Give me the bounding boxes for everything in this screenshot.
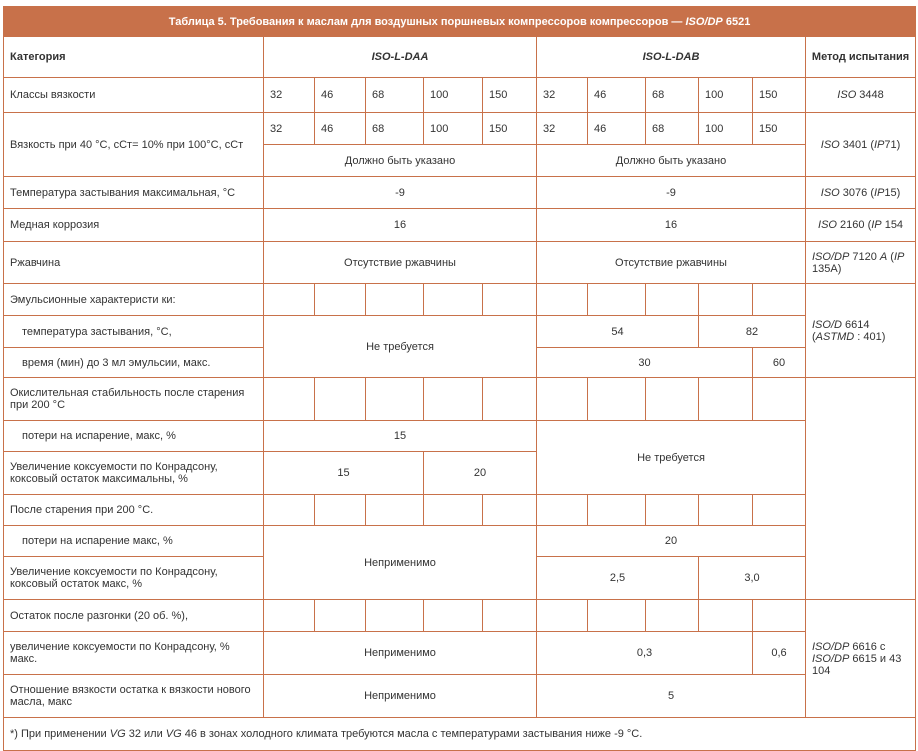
empty-cell	[315, 284, 366, 316]
method-cell: ISO 3401 (IP71)	[806, 113, 916, 177]
row-label: потери на испарение макс, %	[4, 526, 264, 557]
empty-cell	[588, 495, 646, 526]
table-cell: 54	[537, 316, 699, 348]
table-cell: 100	[424, 113, 483, 145]
table-cell: 60	[753, 348, 806, 378]
method-cell: ISO/DP 6616 с ISO/DP 6615 и 43 104	[806, 600, 916, 718]
table-row	[4, 284, 916, 316]
table-cell: 46	[315, 113, 366, 145]
table-cell: Неприменимо	[264, 632, 537, 675]
table-cell: 15	[264, 421, 537, 452]
row-label: После старения при 200 °С.	[4, 495, 264, 526]
table-cell: 30	[537, 348, 753, 378]
table-cell: 20	[424, 452, 537, 495]
table-cell: 20	[537, 526, 806, 557]
empty-cell	[483, 600, 537, 632]
table-cell: 100	[699, 113, 753, 145]
table-cell: 15	[264, 452, 424, 495]
footnote: *) При применении VG 32 или VG 46 в зонах холодного климата требуются масла с температурами застывания ниже -9 °С.	[4, 718, 916, 751]
empty-cell	[315, 378, 366, 421]
table-cell: Отсутствие ржавчины	[537, 242, 806, 284]
table-cell: 100	[699, 78, 753, 113]
empty-cell	[264, 378, 315, 421]
empty-cell	[315, 600, 366, 632]
table-cell: Неприменимо	[264, 526, 537, 600]
table-cell: -9	[264, 177, 537, 209]
empty-cell	[264, 284, 315, 316]
table-cell: 46	[588, 78, 646, 113]
table-row	[4, 378, 916, 421]
table-row	[4, 209, 916, 242]
table-cell: 32	[264, 78, 315, 113]
empty-cell	[366, 600, 424, 632]
row-label: увеличение коксуемости по Конрадсону, % макс.	[4, 632, 264, 675]
table-row	[4, 316, 916, 348]
header-method: Метод испытания	[806, 37, 916, 78]
empty-cell	[366, 495, 424, 526]
oil-requirements-table	[3, 6, 916, 751]
table-cell: 68	[366, 113, 424, 145]
empty-cell	[699, 284, 753, 316]
table-cell: 0,3	[537, 632, 753, 675]
table-cell: 2,5	[537, 557, 699, 600]
table-footnote-row	[4, 718, 916, 751]
table-row	[4, 675, 916, 718]
empty-cell	[646, 378, 699, 421]
header-dab: ISO-L-DAB	[537, 37, 806, 78]
table-cell: Не требуется	[264, 316, 537, 378]
table-cell: 68	[646, 113, 699, 145]
empty-cell	[537, 378, 588, 421]
table-cell: Должно быть указано	[537, 145, 806, 177]
table-frame	[3, 6, 915, 751]
row-label: Температура застывания максимальная, °С	[4, 177, 264, 209]
table-row	[4, 632, 916, 675]
table-cell: 46	[315, 78, 366, 113]
table-row	[4, 113, 916, 145]
row-label: Ржавчина	[4, 242, 264, 284]
table-cell: 3,0	[699, 557, 806, 600]
table-cell: Не требуется	[537, 421, 806, 495]
table-row	[4, 526, 916, 557]
row-label: Остаток после разгонки (20 об. %),	[4, 600, 264, 632]
table-cell: 68	[646, 78, 699, 113]
row-label: время (мин) до 3 мл эмульсии, макс.	[4, 348, 264, 378]
empty-cell	[699, 495, 753, 526]
row-label: Увеличение коксуемости по Конрадсону, коксовый остаток максимальны, %	[4, 452, 264, 495]
header-daa: ISO-L-DAA	[264, 37, 537, 78]
empty-cell	[699, 378, 753, 421]
empty-cell	[483, 378, 537, 421]
table-cell: 68	[366, 78, 424, 113]
table-cell: 150	[483, 113, 537, 145]
empty-cell	[646, 284, 699, 316]
empty-cell	[264, 600, 315, 632]
empty-cell	[366, 284, 424, 316]
row-label: Медная коррозия	[4, 209, 264, 242]
row-label: Вязкость при 40 °С, сСт= 10% при 100°С, сСт	[4, 113, 264, 177]
table-cell: Отсутствие ржавчины	[264, 242, 537, 284]
row-label: температура застывания, °С,	[4, 316, 264, 348]
table-cell: 100	[424, 78, 483, 113]
empty-cell	[424, 495, 483, 526]
table-row	[4, 177, 916, 209]
table-cell: Должно быть указано	[264, 145, 537, 177]
empty-cell	[753, 495, 806, 526]
row-label: потери на испарение, макс, %	[4, 421, 264, 452]
table-cell: 32	[537, 78, 588, 113]
table-cell: 32	[264, 113, 315, 145]
empty-cell	[646, 495, 699, 526]
table-cell: 46	[588, 113, 646, 145]
table-cell: 0,6	[753, 632, 806, 675]
table-cell: Неприменимо	[264, 675, 537, 718]
table-cell: 82	[699, 316, 806, 348]
empty-cell	[424, 284, 483, 316]
empty-cell	[753, 284, 806, 316]
empty-cell	[699, 600, 753, 632]
empty-cell	[424, 600, 483, 632]
empty-cell	[537, 495, 588, 526]
empty-cell	[366, 378, 424, 421]
table-cell: 16	[537, 209, 806, 242]
empty-cell	[588, 284, 646, 316]
row-label: Эмульсионные характеристи ки:	[4, 284, 264, 316]
header-category: Категория	[4, 37, 264, 78]
row-label: Увеличение коксуемости по Конрадсону, коксовый остаток макс, %	[4, 557, 264, 600]
table-row	[4, 242, 916, 284]
empty-cell	[753, 378, 806, 421]
empty-method-cell	[806, 378, 916, 600]
method-cell: ISO 2160 (IP 154	[806, 209, 916, 242]
empty-cell	[264, 495, 315, 526]
table-cell: 32	[537, 113, 588, 145]
table-cell: 150	[753, 78, 806, 113]
method-cell: ISO/DP 7120 A (IP 135A)	[806, 242, 916, 284]
method-cell: ISO 3076 (IP15)	[806, 177, 916, 209]
method-cell: ISO 3448	[806, 78, 916, 113]
empty-cell	[646, 600, 699, 632]
table-row	[4, 600, 916, 632]
row-label: Отношение вязкости остатка к вязкости нового масла, макс	[4, 675, 264, 718]
table-title: Таблица 5. Требования к маслам для воздушных поршневых компрессоров компрессоров — ISO/DP 6521	[4, 7, 916, 37]
table-cell: 150	[483, 78, 537, 113]
table-row	[4, 495, 916, 526]
empty-cell	[588, 378, 646, 421]
table-cell: -9	[537, 177, 806, 209]
row-label: Окислительная стабильность после старения при 200 °С	[4, 378, 264, 421]
empty-cell	[588, 600, 646, 632]
empty-cell	[315, 495, 366, 526]
method-cell: ISO/D 6614 (ASTMD : 401)	[806, 284, 916, 378]
row-label: Классы вязкости	[4, 78, 264, 113]
empty-cell	[483, 284, 537, 316]
empty-cell	[537, 600, 588, 632]
table-row	[4, 78, 916, 113]
table-cell: 150	[753, 113, 806, 145]
table-cell: 16	[264, 209, 537, 242]
table-row	[4, 421, 916, 452]
table-cell: 5	[537, 675, 806, 718]
empty-cell	[424, 378, 483, 421]
empty-cell	[537, 284, 588, 316]
empty-cell	[483, 495, 537, 526]
empty-cell	[753, 600, 806, 632]
